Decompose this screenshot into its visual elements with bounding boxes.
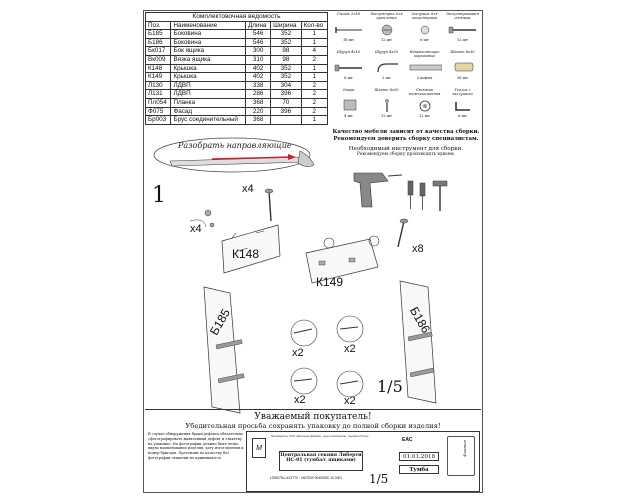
table-cell: 2 <box>301 98 327 107</box>
screwdriver-icon <box>420 183 425 210</box>
panel-label-k148: К148 <box>232 247 260 261</box>
quality-note-line1: Качество мебели зависит от качества сборки. <box>332 129 480 135</box>
table-cell: 2 <box>301 90 327 99</box>
footer-notes: В случае обнаружения брака(дефекта обязательно сфотографировать выявленный дефект и этикетку на упаковке. На фотографии должно быть четко видно наименование изделия, дату изготовления и номер бригады. Претензии по качеству без фотографии этикетки не принимаются. <box>148 432 244 460</box>
table-cell: Пл054 <box>146 98 171 107</box>
table-cell: 402 <box>246 73 271 82</box>
table-cell: 310 <box>246 55 271 64</box>
hardware-qty: 12 шт <box>380 38 393 42</box>
hardware-qty: 36 шт <box>456 76 469 80</box>
table-cell: 396 <box>271 107 301 116</box>
production-date: 01.01.2018 <box>399 452 439 461</box>
table-cell: ЛДВП <box>171 90 246 99</box>
qty-label-x2: x2 <box>344 343 356 355</box>
hardware-qty: 18 шт <box>342 38 355 42</box>
item-name: Тумба <box>399 465 439 474</box>
panel-label-b185: Б185 <box>206 306 233 338</box>
panel-label-k149: К149 <box>316 275 344 289</box>
panel-b185 <box>204 287 244 413</box>
hardware-qty: 2 компл <box>416 76 433 80</box>
drill-icon <box>354 173 402 207</box>
table-cell: 1 <box>301 64 327 73</box>
table-cell: Б186 <box>146 38 171 47</box>
qty-label-x2: x2 <box>294 394 306 406</box>
screw-icon <box>398 219 408 247</box>
table-cell: 546 <box>246 30 271 39</box>
table-cell: 1 <box>301 30 327 39</box>
header-pos: Поз. <box>146 21 171 30</box>
stamp <box>447 436 475 476</box>
table-cell: 98 <box>271 47 301 56</box>
qty-label-x2: x2 <box>292 347 304 359</box>
table-cell: Фасад <box>171 107 246 116</box>
qty-label-x4: x4 <box>190 223 202 235</box>
table-cell: 1 <box>301 116 327 125</box>
hardware-name: Шуруп 4х16 <box>337 50 360 54</box>
qty-label-x4: x4 <box>242 183 254 195</box>
footer-subtitle: Убедительная просьба сохранять упаковку до полной сборки изделия! <box>185 422 441 430</box>
hardware-name: Эксцентриковая стяжка <box>446 12 479 20</box>
table-cell: Планка <box>171 98 246 107</box>
table-cell: 352 <box>271 38 301 47</box>
header-width: Ширина <box>271 21 301 30</box>
hardware-qty: 4 шт <box>344 114 353 118</box>
hardware-name: Направляющие шариковые <box>409 50 440 58</box>
hardware-qty: 6 шт <box>420 38 429 42</box>
table-cell: 402 <box>246 64 271 73</box>
assembly-sheet <box>143 10 483 493</box>
hardware-name: Шуруп 4х30 <box>375 50 398 54</box>
manufacturer-text: Производитель: ООО «Мебельная фабрика» · Адрес производства · Сделано в России <box>271 435 369 438</box>
qty-label-x2: x2 <box>344 395 356 407</box>
hardware-qty: 2 шт <box>382 76 391 80</box>
table-cell: 2 <box>301 81 327 90</box>
hardware-name: Шкант 8х30 <box>374 88 399 92</box>
table-cell: Брус соединительный <box>171 116 246 125</box>
table-cell: 352 <box>271 30 301 39</box>
table-cell: 286 <box>246 90 271 99</box>
hardware-qty: 8 шт <box>344 76 353 80</box>
table-cell: 546 <box>246 38 271 47</box>
table-cell: 98 <box>271 55 301 64</box>
tools-needed-title: Необходимый инструмент для сборки. <box>348 146 464 152</box>
footer-page-number: 1/5 <box>369 472 389 486</box>
hardware-qty: 12 шт <box>456 38 469 42</box>
product-name: Центральная секция Либерти НС-01 (тумба/с ящиками) <box>279 451 363 471</box>
hardware-name: Эксцентрик для крепления <box>370 12 403 20</box>
table-cell: Ф075 <box>146 107 171 116</box>
qty-label-x8: x8 <box>412 243 424 255</box>
eac-mark: ЕАС <box>402 437 413 443</box>
table-cell: 4 <box>301 47 327 56</box>
table-cell: 396 <box>271 90 301 99</box>
header-name: Наименование <box>171 21 246 30</box>
table-cell: К149 <box>146 73 171 82</box>
table-cell: 70 <box>271 98 301 107</box>
table-cell: 368 <box>246 116 271 125</box>
table-cell: Вязка ящика <box>171 55 246 64</box>
hardware-name: Шкант 8х30 <box>450 50 475 54</box>
hardware-name: Заглушка для эксцентрика <box>411 12 438 20</box>
table-cell: 220 <box>246 107 271 116</box>
table-cell: 300 <box>246 47 271 56</box>
product-label <box>246 431 480 492</box>
panel-b186 <box>400 281 436 403</box>
hardware-name: Стяжка межсекционная <box>408 88 441 96</box>
table-cell: Л131 <box>146 90 171 99</box>
hardware-qty: 6 шт <box>458 114 467 118</box>
table-cell: 352 <box>271 64 301 73</box>
hardware-qty: 12 шт <box>418 114 431 118</box>
footer <box>145 409 481 493</box>
table-cell: Бр003 <box>146 116 171 125</box>
table-cell: Крышка <box>171 64 246 73</box>
barcode-text: 1259579LL4XZ7T0 · 1807549 00493920 10 0001 <box>269 476 343 480</box>
table-cell: 1 <box>301 38 327 47</box>
header-length: Длина <box>246 21 271 30</box>
table-cell: 338 <box>246 81 271 90</box>
table-cell: Боковина <box>171 38 246 47</box>
footer-title: Уважаемый покупатель! <box>254 412 372 422</box>
table-cell: Крышка <box>171 73 246 82</box>
hardware-name: Уголок с заглушкой <box>452 88 473 96</box>
table-cell: Бк017 <box>146 47 171 56</box>
table-cell: 2 <box>301 55 327 64</box>
table-cell: 304 <box>271 81 301 90</box>
logo-icon: М <box>252 438 266 458</box>
table-cell: Вк009 <box>146 55 171 64</box>
table-cell: 352 <box>271 73 301 82</box>
step-number: 1 <box>152 183 166 208</box>
table-cell: Л130 <box>146 81 171 90</box>
parts-table-title: Комплектовочная ведомость <box>146 13 328 22</box>
table-cell: Боковина <box>171 30 246 39</box>
table-cell: Бок ящика <box>171 47 246 56</box>
stamp-text: Фиатоэ <box>461 440 467 457</box>
table-cell: ЛДВП <box>171 81 246 90</box>
page-number: 1/5 <box>377 377 403 396</box>
guides-hint: Разобрать направляющие <box>178 141 292 150</box>
quality-note-line2: Рекомендуем доверить сборку специалистам. <box>333 136 479 142</box>
screwdriver-icon <box>408 181 413 209</box>
hardware-qty: 12 шт <box>380 114 393 118</box>
hardware-name: Гвоздь 2х18 <box>337 12 360 16</box>
hammer-icon <box>433 181 447 211</box>
header-qty: Кол-во <box>301 21 327 30</box>
table-cell: К148 <box>146 64 171 73</box>
table-cell: 1 <box>301 73 327 82</box>
tools-needed-subtitle: Рекомендуем сборку производить вдвоем. <box>356 152 456 157</box>
table-cell: 2 <box>301 107 327 116</box>
screw-icon <box>265 189 273 221</box>
table-cell: Б185 <box>146 30 171 39</box>
table-cell: 368 <box>246 98 271 107</box>
hardware-name: Опора <box>342 88 355 92</box>
panel-label-b186: Б186 <box>406 304 433 336</box>
